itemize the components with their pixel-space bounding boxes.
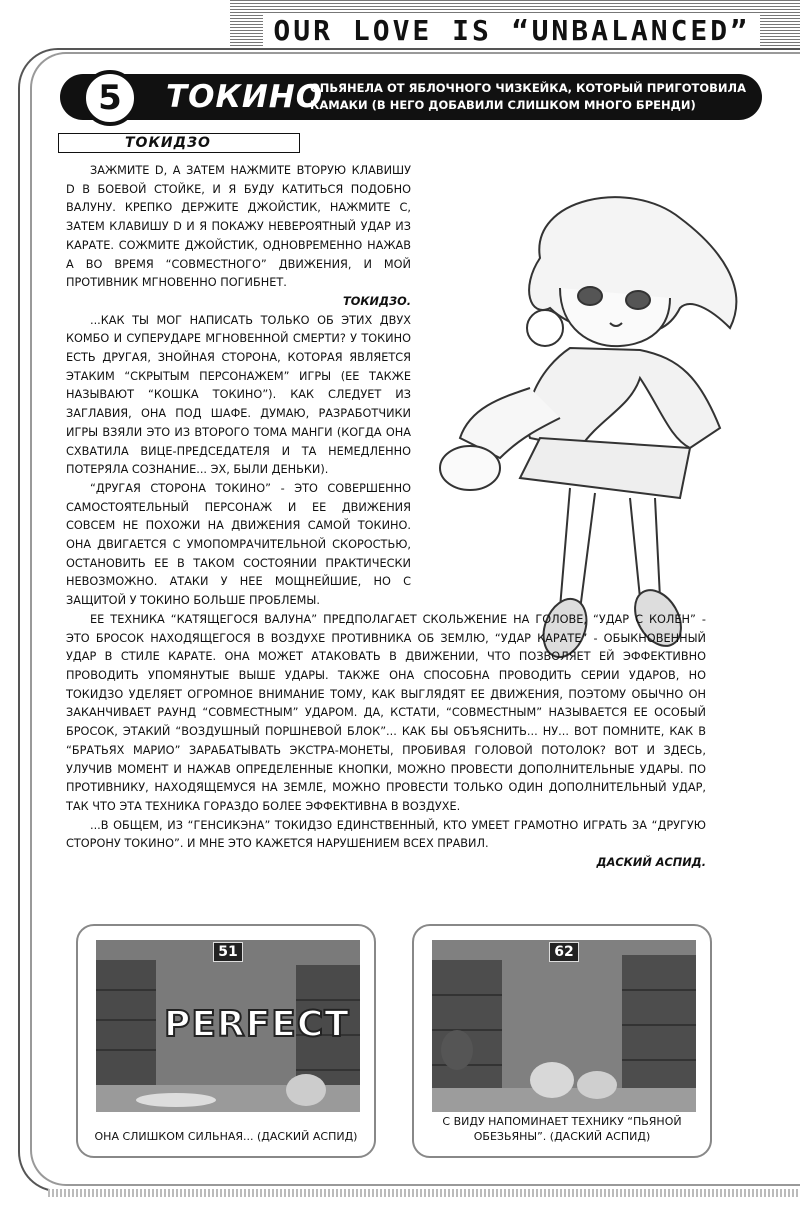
character-description: ОПЬЯНЕЛА ОТ ЯБЛОЧНОГО ЧИЗКЕЙКА, КОТОРЫЙ ПРИГОТОВИЛА КАМАКИ (В НЕГО ДОБАВИЛИ СЛИШКОМ МНОГО БРЕНДИ): [310, 81, 746, 112]
perfect-overlay-text: PERFECT: [164, 1004, 350, 1045]
library-scene-2: [432, 940, 696, 1112]
article-paragraph-4: ЕЕ ТЕХНИКА “КАТЯЩЕГОСЯ ВАЛУНА” ПРЕДПОЛАГАЕТ СКОЛЬЖЕНИЕ НА ГОЛОВЕ, “УДАР С КОЛЕН” - ЭТО БРОСОК НАХОДЯЩЕГОСЯ В ВОЗДУХЕ ПРОТИВНИКА ОБ ЗЕМЛЮ, “УДАР КАРАТЕ” - ОБЫКНОВЕННЫЙ УДАР В СТИЛЕ КАРАТЕ. ОНА МОЖЕТ АТАКОВАТЬ В ДВИЖЕНИИ, ЧТО ПОЗВОЛЯЕТ ЕЙ ЭФФЕКТИВНО ПРОВОДИТЬ УПОМЯНУТЫЕ ВЫШЕ УДАРЫ. ТАКЖЕ ОНА СПОСОБНА ПРОВОДИТЬ СЕРИИ УДАРОВ, НО ТОКИДЗО УДЕЛЯЕТ ОГРОМНОЕ ВНИМАНИЕ ТОМУ, КАК ВЫГЛЯДЯТ ЕЕ ДВИЖЕНИЯ, ПОЭТОМУ ОБЫЧНО ОН ЗАКАНЧИВАЕТ РАУНД “СОВМЕСТНЫМ” УДАРОМ. ДА, КСТАТИ, “СОВМЕСТНЫМ” НАЗЫВАЕТСЯ ЕЕ ОСОБЫЙ БРОСОК, ЭТАКИЙ “ВОЗДУШНЫЙ ПОРШНЕВОЙ БЛОК”... КАК БЫ ОБЪЯСНИТЬ... НУ... ВОТ ПОМНИТЕ, КАК В “БРАТЬЯХ МАРИО” ЗАРАБАТЫВАТЬ ЭКСТРА-МОНЕТЫ, ПРОБИВАЯ ГОЛОВОЙ ПОТОЛОК? ВОТ И ЗДЕСЬ, УЛУЧИВ МОМЕНТ И НАЖАВ ОПРЕДЕЛЕННЫЕ КНОПКИ, МОЖНО ПРОВЕСТИ ДОПОЛНИТЕЛЬНЫЕ УДАРЫ. ПО ПРОТИВНИКУ, НАХОДЯЩЕМУСЯ НА ЗЕМЛЕ, МОЖНО ПРОВЕСТИ ТОЛЬКО ОДИН ДОПОЛНИТЕЛЬНЫЙ УДАР, ТАК ЧТО ЭТА ТЕХНИКА ГОРАЗДО БОЛЕЕ ЭФФЕКТИВНА В ВОЗДУХЕ.: [66, 612, 706, 813]
game-screenshot-2: [432, 940, 696, 1112]
signature-dasky-aspid: ДАСКИЙ АСПИД.: [596, 856, 706, 870]
bottom-decorative-strip: [48, 1189, 800, 1197]
screenshot-caption-1: ОНА СЛИШКОМ СИЛЬНАЯ... (ДАСКИЙ АСПИД): [94, 1130, 358, 1143]
article-paragraph-1: ЗАЖМИТЕ D, А ЗАТЕМ НАЖМИТЕ ВТОРУЮ КЛАВИШУ D В БОЕВОЙ СТОЙКЕ, И Я БУДУ КАТИТЬСЯ ПОДОБНО ВАЛУНУ. КРЕПКО ДЕРЖИТЕ ДЖОЙСТИК, НАЖМИТЕ C, ЗАТЕМ КЛАВИШУ D И Я ПОКАЖУ НЕВЕРОЯТНЫЙ УДАР ИЗ КАРАТЕ. СОЖМИТЕ ДЖОЙСТИК, ОДНОВРЕМЕННО НАЖАВ A ВО ВРЕМЯ “СОВМЕСТНОГО” ДВИЖЕНИЯ, И МОЙ ПРОТИВНИК МГНОВЕННО ПОГИБНЕТ.: [66, 164, 411, 290]
screenshot-panel-1: [76, 924, 376, 1158]
round-timer-2: 62: [549, 942, 579, 962]
game-screenshot-1: [96, 940, 360, 1112]
profile-number-badge: 5: [82, 70, 138, 126]
article-paragraph-3: “ДРУГАЯ СТОРОНА ТОКИНО” - ЭТО СОВЕРШЕННО САМОСТОЯТЕЛЬНЫЙ ПЕРСОНАЖ И ЕЕ ДВИЖЕНИЯ СОВСЕМ НЕ ПОХОЖИ НА ДВИЖЕНИЯ САМОЙ ТОКИНО. ОНА ДВИГАЕТСЯ С УМОПОМРАЧИТЕЛЬНОЙ СКОРОСТЬЮ, ОСТАНОВИТЬ ЕЕ В ТАКОМ СОСТОЯНИИ ПРАКТИЧЕСКИ НЕВОЗМОЖНО. АТАКИ У НЕЕ МОЩНЕЙШИЕ, НО С ЗАЩИТОЙ У ТОКИНО БОЛЬШЕ ПРОБЛЕМЫ.: [66, 481, 411, 608]
article-paragraph-2: ...КАК ТЫ МОГ НАПИСАТЬ ТОЛЬКО ОБ ЭТИХ ДВУХ КОМБО И СУПЕРУДАРЕ МГНОВЕННОЙ СМЕРТИ? У ТОКИНО ЕСТЬ ДРУГАЯ, ЗНОЙНАЯ СТОРОНА, КОТОРАЯ ЯВЛЯЕТСЯ ЭТАКИМ “СКРЫТЫМ ПЕРСОНАЖЕМ” ИГРЫ (ЕЕ ТАКЖЕ НАЗЫВАЮТ “КОШКА ТОКИНО”). КАК СЛЕДУЕТ ИЗ ЗАГЛАВИЯ, ОНА ПОД ШАФЕ. ДУМАЮ, РАЗРАБОТЧИКИ ИГРЫ ВЗЯЛИ ЭТО ИЗ ВТОРОГО ТОМА МАНГИ (КОГДА ОНА СХВАТИЛА ВИЦЕ-ПРЕДСЕДАТЕЛЯ И ТА НЕМЕДЛЕННО ПОТЕРЯЛА СОЗНАНИЕ... ЭХ, БЫЛИ ДЕНЬКИ).: [66, 313, 411, 477]
screenshot-panel-2: [412, 924, 712, 1158]
article-body: [66, 162, 706, 873]
article-paragraph-5: ...В ОБЩЕМ, ИЗ “ГЕНСИКЭНА” ТОКИДЗО ЕДИНСТВЕННЫЙ, КТО УМЕЕТ ГРАМОТНО ИГРАТЬ ЗА “ДРУГУЮ СТОРОНУ ТОКИНО”. И МНЕ ЭТО КАЖЕТСЯ НАРУШЕНИЕМ ВСЕХ ПРАВИЛ.: [66, 818, 706, 851]
character-name: ТОКИНО: [166, 79, 324, 115]
page-header-title: OUR LOVE IS “UNBALANCED”: [263, 14, 760, 48]
round-timer-1: 51: [213, 942, 243, 962]
screenshot-caption-2: С ВИДУ НАПОМИНАЕТ ТЕХНИКУ “ПЬЯНОЙ ОБЕЗЬЯНЫ”. (ДАСКИЙ АСПИД): [442, 1115, 682, 1143]
signature-tokidzo: ТОКИДЗО.: [343, 294, 411, 308]
author-heading: ТОКИДЗО: [58, 133, 300, 153]
